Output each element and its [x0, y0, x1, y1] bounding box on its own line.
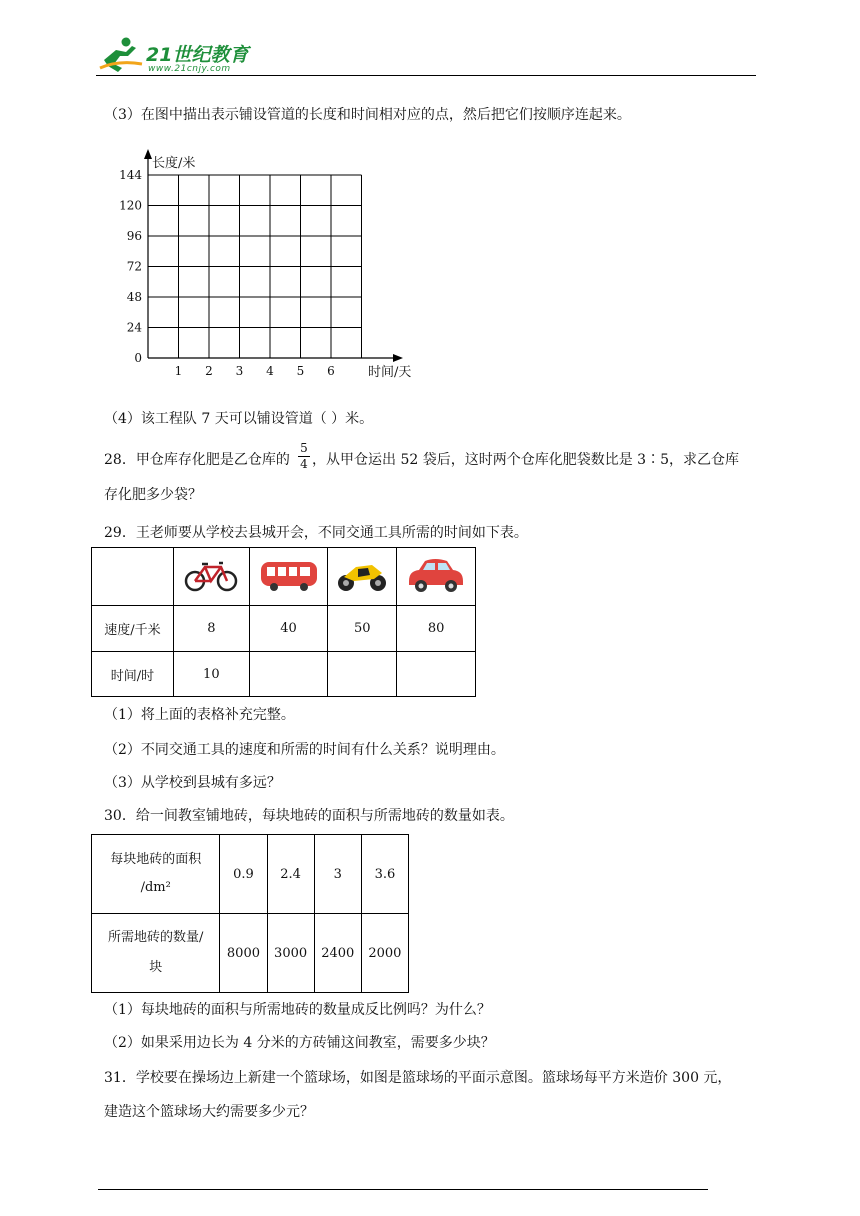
q28-line1-a: 28．甲仓库存化肥是乙仓库的: [104, 452, 290, 468]
table-row-area: [92, 835, 409, 914]
logo-url-text: www.21cnjy.com: [148, 64, 231, 74]
time-motorcycle-blank: [328, 652, 397, 697]
time-car-blank: [397, 652, 476, 697]
q31-line2: 建造这个篮球场大约需要多少元？: [104, 1104, 314, 1120]
y-tick-label: 96: [126, 229, 142, 243]
row-label-speed: 速度/千米: [92, 606, 174, 652]
fraction-denominator: 4: [300, 457, 308, 471]
q27-sub4: （4）该工程队 7 天可以铺设管道（ ）米。: [104, 411, 374, 427]
chart-labels: [119, 155, 411, 380]
row-label-area: [92, 835, 220, 914]
table-cell: [397, 548, 476, 606]
fraction-numerator: 5: [300, 441, 308, 455]
x-tick-label: 2: [205, 364, 213, 378]
table-cell: [328, 548, 397, 606]
bicycle-icon: [183, 557, 239, 593]
table-row-speed: [92, 606, 476, 652]
transport-time-table: [91, 547, 476, 697]
q31-line1: 31．学校要在操场边上新建一个篮球场，如图是篮球场的平面示意图。篮球场每平方米造价 300 元，: [104, 1070, 732, 1086]
x-tick-label: 4: [266, 364, 274, 378]
x-axis-arrow: [393, 354, 403, 362]
count-1: 8000: [220, 914, 267, 993]
table-cell: [173, 548, 249, 606]
q29-sub3: （3）从学校到县城有多远？: [104, 775, 281, 791]
speed-bus: 40: [249, 606, 328, 652]
q29-sub2: （2）不同交通工具的速度和所需的时间有什么关系？说明理由。: [104, 742, 505, 758]
q30-sub2: （2）如果采用边长为 4 分米的方砖铺这间教室，需要多少块？: [104, 1035, 495, 1051]
x-tick-label: 5: [296, 364, 305, 378]
row-label-area-b: /dm²: [140, 880, 171, 895]
footer-divider: [98, 1189, 708, 1190]
count-4: 2000: [361, 914, 408, 993]
runner-logo-icon: [96, 34, 146, 76]
chart-axes: [144, 149, 403, 362]
y-tick-label: 24: [126, 320, 142, 335]
tile-area-table: [91, 834, 409, 993]
logo-text: 21世纪教育: [146, 44, 249, 66]
y-tick-label: 0: [134, 351, 142, 365]
x-axis-label: 时间/天: [368, 365, 412, 380]
y-tick-label: 120: [119, 198, 142, 213]
speed-car: 80: [397, 606, 476, 652]
area-4: 3.6: [361, 835, 408, 914]
q30-sub1: （1）每块地砖的面积与所需地砖的数量成反比例吗？为什么？: [104, 1002, 491, 1018]
speed-bicycle: 8: [173, 606, 249, 652]
q28-line1-b: ，从甲仓运出 52 袋后，这时两个仓库化肥袋数比是 3∶5，求乙仓库: [312, 452, 739, 468]
bus-icon: [258, 557, 320, 593]
time-bus-blank: [249, 652, 328, 697]
chart-grid: [148, 175, 362, 358]
q27-sub3: （3）在图中描出表示铺设管道的长度和时间相对应的点，然后把它们按顺序连起来。: [104, 107, 631, 123]
y-tick-label: 144: [119, 168, 142, 182]
table-row-count: [92, 914, 409, 993]
area-2: 2.4: [267, 835, 314, 914]
q30-intro: 30．给一间教室铺地砖，每块地砖的面积与所需地砖的数量如表。: [104, 808, 514, 824]
y-tick-label: 72: [126, 259, 142, 274]
fraction-five-fourths: [298, 442, 310, 471]
table-row-time: [92, 652, 476, 697]
x-tick-label: 6: [327, 364, 335, 378]
table-cell: [249, 548, 328, 606]
time-bicycle: 10: [173, 652, 249, 697]
area-3: 3: [314, 835, 361, 914]
y-axis-arrow: [144, 149, 152, 159]
header-divider: [96, 75, 756, 76]
x-tick-label: 1: [174, 364, 183, 378]
count-2: 3000: [267, 914, 314, 993]
row-label-count: [92, 914, 220, 993]
y-axis-label: 长度/米: [152, 156, 196, 171]
motorcycle-icon: [334, 557, 390, 593]
table-row-icons: [92, 548, 476, 606]
length-time-chart: [110, 145, 440, 385]
row-label-count-a: 所需地砖的数量/: [108, 930, 204, 945]
speed-motorcycle: 50: [328, 606, 397, 652]
table-cell-empty: [92, 548, 174, 606]
x-tick-label: 3: [235, 364, 244, 378]
row-label-count-b: 块: [149, 960, 163, 975]
car-icon: [405, 555, 467, 595]
area-1: 0.9: [220, 835, 267, 914]
count-3: 2400: [314, 914, 361, 993]
q29-sub1: （1）将上面的表格补充完整。: [104, 707, 295, 723]
q28-line2: 存化肥多少袋？: [104, 487, 202, 503]
row-label-area-a: 每块地砖的面积: [110, 852, 202, 867]
site-logo: [96, 34, 266, 76]
row-label-time: 时间/时: [92, 652, 174, 697]
q29-intro: 29．王老师要从学校去县城开会，不同交通工具所需的时间如下表。: [104, 525, 528, 541]
y-tick-label: 48: [126, 290, 142, 304]
